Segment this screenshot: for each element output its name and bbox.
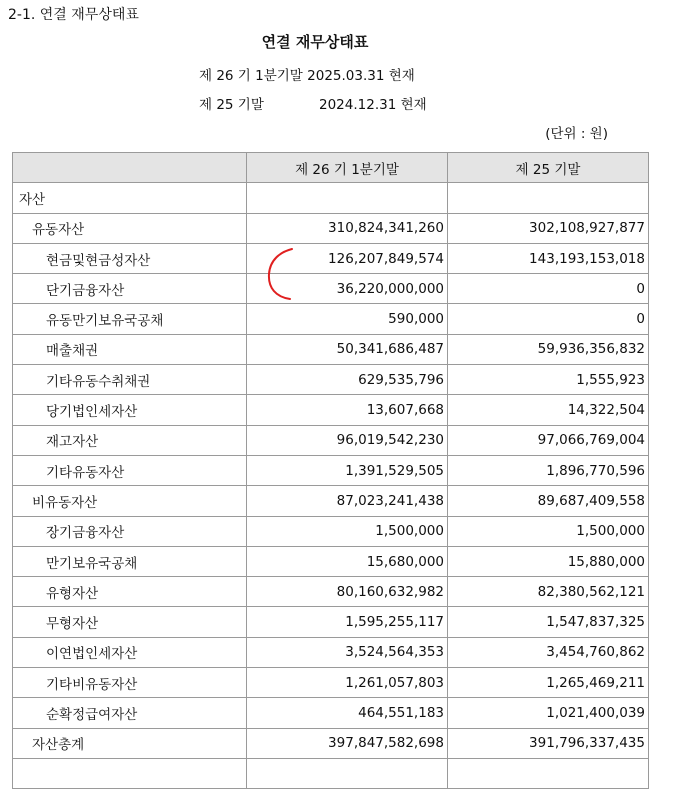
row-current-value: 13,607,668: [247, 395, 448, 425]
table-row: [13, 758, 649, 788]
row-label: 매출채권: [13, 334, 247, 364]
period-prior-date: 2024.12.31 현재: [319, 97, 427, 113]
table-row: [13, 455, 649, 485]
row-prior-value: 0: [448, 304, 649, 334]
table-row: [13, 334, 649, 364]
row-prior-value: 302,108,927,877: [448, 213, 649, 243]
row-current-value: 50,341,686,487: [247, 334, 448, 364]
row-prior-value: 97,066,769,004: [448, 425, 649, 455]
row-prior-value: 1,021,400,039: [448, 698, 649, 728]
handwritten-bracket-mark: [262, 246, 302, 306]
table-row: [13, 698, 649, 728]
table-row: [13, 486, 649, 516]
row-current-value: 590,000: [247, 304, 448, 334]
table-row: [13, 607, 649, 637]
row-current-value: 15,680,000: [247, 546, 448, 576]
table-body: [13, 183, 649, 789]
table-row: [13, 365, 649, 395]
row-current-value: [247, 758, 448, 788]
row-current-value: 1,391,529,505: [247, 455, 448, 485]
row-prior-value: 15,880,000: [448, 546, 649, 576]
row-label: 현금및현금성자산: [13, 243, 247, 273]
row-label: 순확정급여자산: [13, 698, 247, 728]
header-current-period: 제 26 기 1분기말: [247, 153, 448, 183]
period-current: 제 26 기 1분기말 2025.03.31 현재: [199, 68, 415, 84]
table-row: [13, 183, 649, 213]
statement-title: 연결 재무상태표: [261, 33, 369, 51]
row-label: 유동만기보유국공채: [13, 304, 247, 334]
balance-sheet-table: [12, 152, 649, 789]
row-label: 당기법인세자산: [13, 395, 247, 425]
table-row: [13, 728, 649, 758]
row-current-value: 1,261,057,803: [247, 668, 448, 698]
row-label: 기타유동자산: [13, 455, 247, 485]
row-current-value: 1,500,000: [247, 516, 448, 546]
row-current-value: 87,023,241,438: [247, 486, 448, 516]
header-account: [13, 153, 247, 183]
row-current-value: 397,847,582,698: [247, 728, 448, 758]
row-prior-value: 0: [448, 274, 649, 304]
row-label: 재고자산: [13, 425, 247, 455]
table-row: [13, 304, 649, 334]
row-prior-value: 59,936,356,832: [448, 334, 649, 364]
row-current-value: 126,207,849,574: [247, 243, 448, 273]
table-row: [13, 213, 649, 243]
table-header-row: [13, 153, 649, 183]
row-label: 자산총계: [13, 728, 247, 758]
table-row: [13, 274, 649, 304]
row-label: 유형자산: [13, 577, 247, 607]
unit-label: (단위 : 원): [545, 126, 608, 142]
row-prior-value: 3,454,760,862: [448, 637, 649, 667]
table-row: [13, 516, 649, 546]
row-current-value: 80,160,632,982: [247, 577, 448, 607]
row-current-value: 1,595,255,117: [247, 607, 448, 637]
table-row: [13, 425, 649, 455]
section-heading: 2-1. 연결 재무상태표: [8, 7, 139, 23]
table-row: [13, 395, 649, 425]
row-prior-value: 89,687,409,558: [448, 486, 649, 516]
row-label: 자산: [13, 183, 247, 213]
row-current-value: 464,551,183: [247, 698, 448, 728]
row-prior-value: 143,193,153,018: [448, 243, 649, 273]
table-row: [13, 577, 649, 607]
row-prior-value: [448, 758, 649, 788]
row-current-value: 96,019,542,230: [247, 425, 448, 455]
row-prior-value: 14,322,504: [448, 395, 649, 425]
row-label: 단기금융자산: [13, 274, 247, 304]
row-prior-value: 1,265,469,211: [448, 668, 649, 698]
row-current-value: 629,535,796: [247, 365, 448, 395]
row-current-value: 3,524,564,353: [247, 637, 448, 667]
row-label: 유동자산: [13, 213, 247, 243]
period-prior-label: 제 25 기말: [199, 97, 264, 113]
table-row: [13, 546, 649, 576]
row-current-value: [247, 183, 448, 213]
table-row: [13, 668, 649, 698]
table-row: [13, 243, 649, 273]
row-label: 이연법인세자산: [13, 637, 247, 667]
row-label: 만기보유국공채: [13, 546, 247, 576]
table-row: [13, 637, 649, 667]
row-prior-value: 1,555,923: [448, 365, 649, 395]
row-current-value: 310,824,341,260: [247, 213, 448, 243]
row-label: 장기금융자산: [13, 516, 247, 546]
row-label: 기타유동수취채권: [13, 365, 247, 395]
row-prior-value: 82,380,562,121: [448, 577, 649, 607]
row-prior-value: 1,500,000: [448, 516, 649, 546]
row-prior-value: 1,547,837,325: [448, 607, 649, 637]
row-label: 기타비유동자산: [13, 668, 247, 698]
row-prior-value: 1,896,770,596: [448, 455, 649, 485]
row-prior-value: [448, 183, 649, 213]
row-current-value: 36,220,000,000: [247, 274, 448, 304]
row-label: [13, 758, 247, 788]
row-label: 비유동자산: [13, 486, 247, 516]
header-prior-period: 제 25 기말: [448, 153, 649, 183]
row-label: 무형자산: [13, 607, 247, 637]
row-prior-value: 391,796,337,435: [448, 728, 649, 758]
